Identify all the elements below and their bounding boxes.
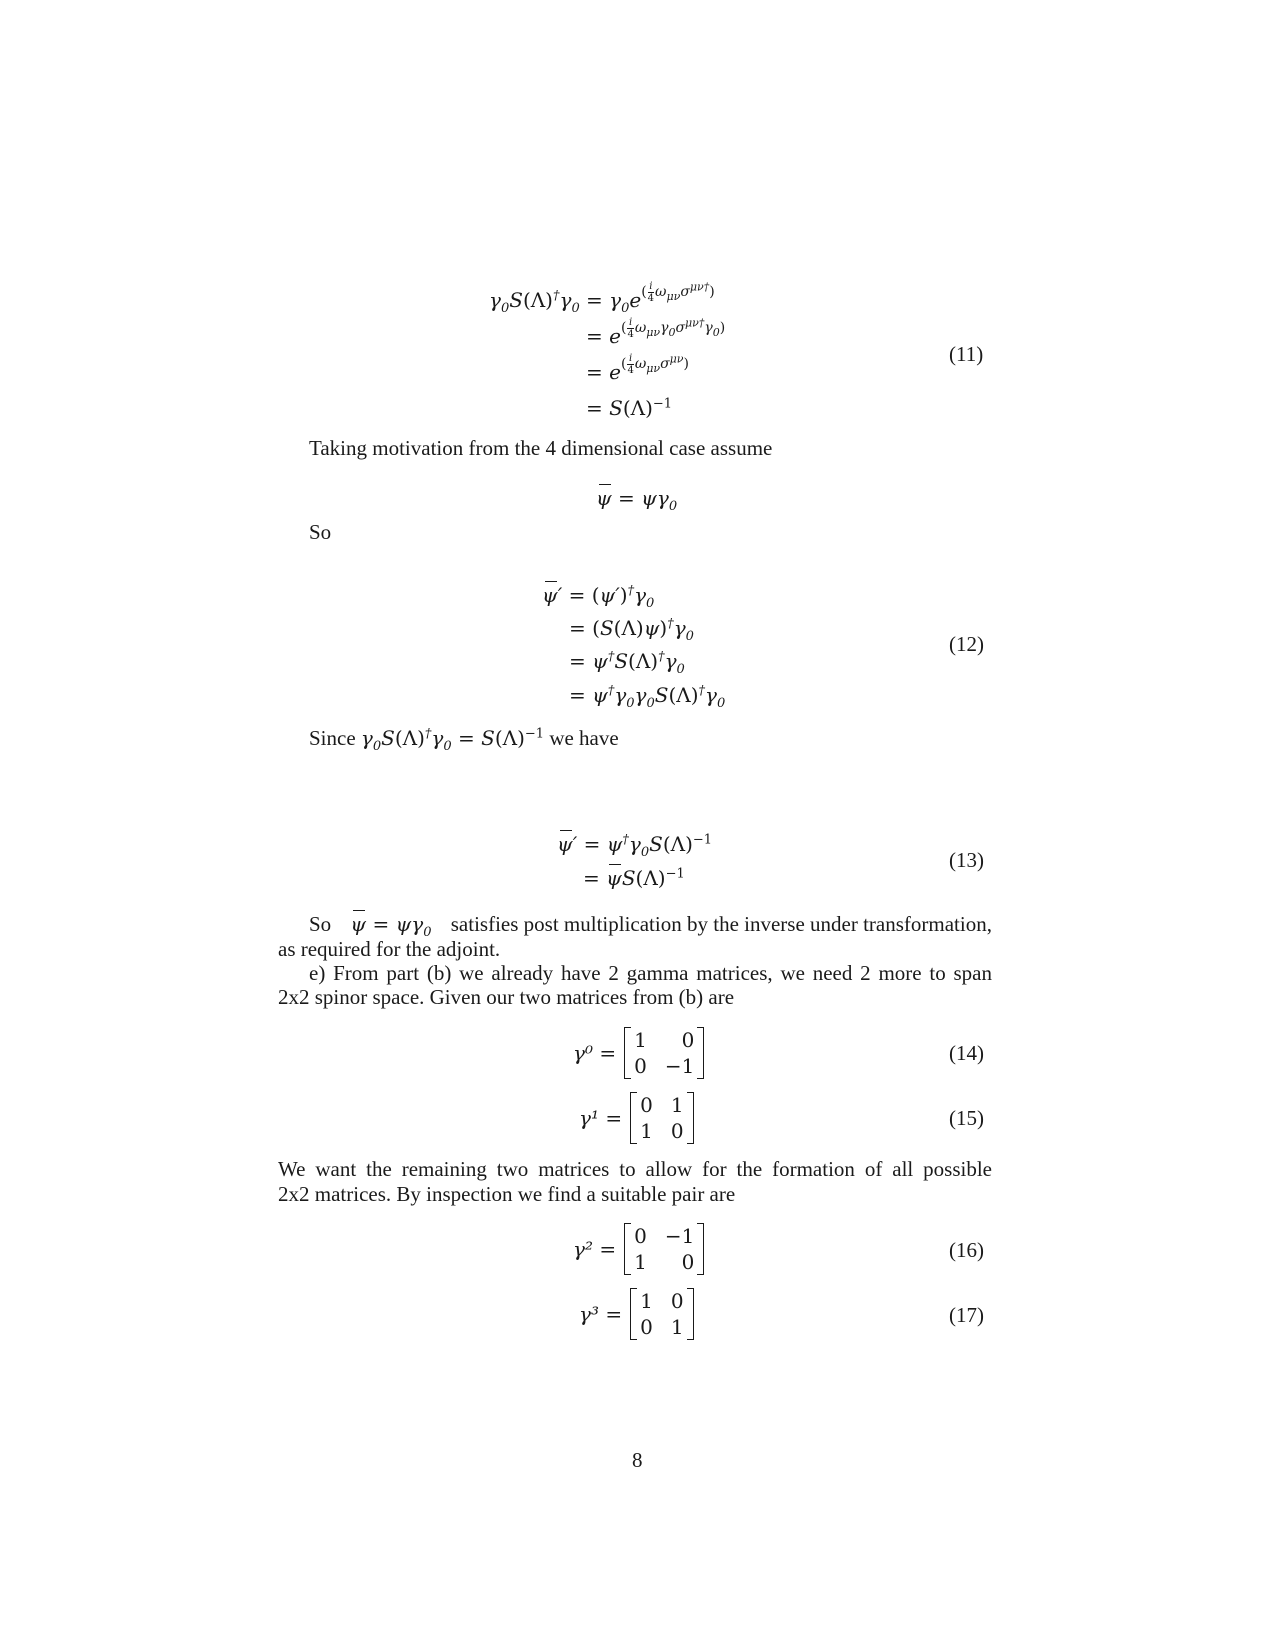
paragraph-satisfies-line-1: So $\psi = \psi\gamma_0$ satisfies post multiplication by the inverse under transformation,: [309, 912, 992, 940]
eq11-line-1: = $\gamma_0e^{( \frac{i}{4} \omega_{\mu\nu}\sigma^{\mu\nu\dagger})}$: [586, 280, 715, 316]
eq17-number: (17): [949, 1303, 984, 1327]
paragraph-taking-motivation: Taking motivation from the 4 dimensional case assume: [309, 436, 773, 460]
eq16-number: (16): [949, 1238, 984, 1262]
eq13-line-1: $\psi' = \psi^\dagger\gamma_0S(\Lambda)^{-1}$: [557, 832, 713, 860]
eq17-matrix: 1 0 0 1: [630, 1288, 693, 1340]
paragraph-e-line-1: e) From part (b) we already have 2 gamma matrices, we need 2 more to span: [309, 961, 992, 985]
equation-17: [579, 1288, 694, 1340]
eq15-lhs: γ¹ =: [579, 1106, 623, 1130]
eq13-number: (13): [949, 848, 984, 872]
eq12-line-3: = $\psi^\dagger S(\Lambda)^\dagger\gamma_0$: [569, 649, 685, 677]
eq11-number: (11): [949, 342, 984, 366]
eq12-line-4: = $\psi^\dagger\gamma_0\gamma_0S(\Lambda)^\dagger\gamma_0$: [569, 683, 726, 711]
eq12-line-1: $\psi' = (\psi')^\dagger\gamma_0$: [542, 583, 655, 611]
equation-14: [573, 1027, 704, 1079]
equation-16: [573, 1223, 704, 1275]
eq15-number: (15): [949, 1106, 984, 1130]
eq11-line-4: = $S(\Lambda)^{-1}$: [586, 396, 673, 420]
paragraph-want-line-1: We want the remaining two matrices to allow for the formation of all possible: [278, 1157, 992, 1181]
eq14-lhs: γ⁰ =: [573, 1041, 617, 1065]
paragraph-want-line-2: 2x2 matrices. By inspection we find a suitable pair are: [278, 1182, 736, 1206]
eq12-number: (12): [949, 632, 984, 656]
eq16-lhs: γ² =: [573, 1237, 617, 1261]
paragraph-e-line-2: 2x2 spinor space. Given our two matrices from (b) are: [278, 985, 735, 1009]
eq11-line-2: = $e^{( \frac{i}{4} \omega_{\mu\nu}\gamma_0\sigma^{\mu\nu\dagger}\gamma_0)}$: [586, 316, 726, 348]
eq14-number: (14): [949, 1041, 984, 1065]
page-number: 8: [632, 1448, 643, 1472]
equation-15: [579, 1092, 694, 1144]
paragraph-since: [309, 726, 619, 754]
eq13-line-2: = $\psi S(\Lambda)^{-1}$: [583, 866, 685, 890]
paragraph-satisfies-line-2: as required for the adjoint.: [278, 937, 501, 961]
equation-psibar-definition: $\psi = \psi\gamma_0$: [596, 486, 678, 514]
eq12-line-2: = $(S(\Lambda)\psi)^\dagger\gamma_0$: [569, 616, 694, 644]
eq17-lhs: γ³ =: [579, 1302, 623, 1326]
since-inline-math: $\gamma_0S(\Lambda)^\dagger\gamma_0 = S(\Lambda)^{-1}$: [360, 726, 545, 754]
paragraph-so: So: [309, 520, 332, 544]
eq11-lhs: $\gamma_0S(\Lambda)^\dagger\gamma_0$: [489, 288, 580, 316]
eq14-matrix: 1 0 0 −1: [624, 1027, 704, 1079]
inline-psibar-definition: $\psi = \psi\gamma_0$: [350, 912, 432, 940]
eq16-matrix: 0 −1 1 0: [624, 1223, 704, 1275]
eq15-matrix: 0 1 1 0: [630, 1092, 693, 1144]
since-we-have: we have: [549, 726, 619, 750]
since-word: Since: [309, 726, 356, 750]
eq11-line-3: = $e^{( \frac{i}{4} \omega_{\mu\nu}\sigma^{\mu\nu})}$: [586, 352, 689, 384]
